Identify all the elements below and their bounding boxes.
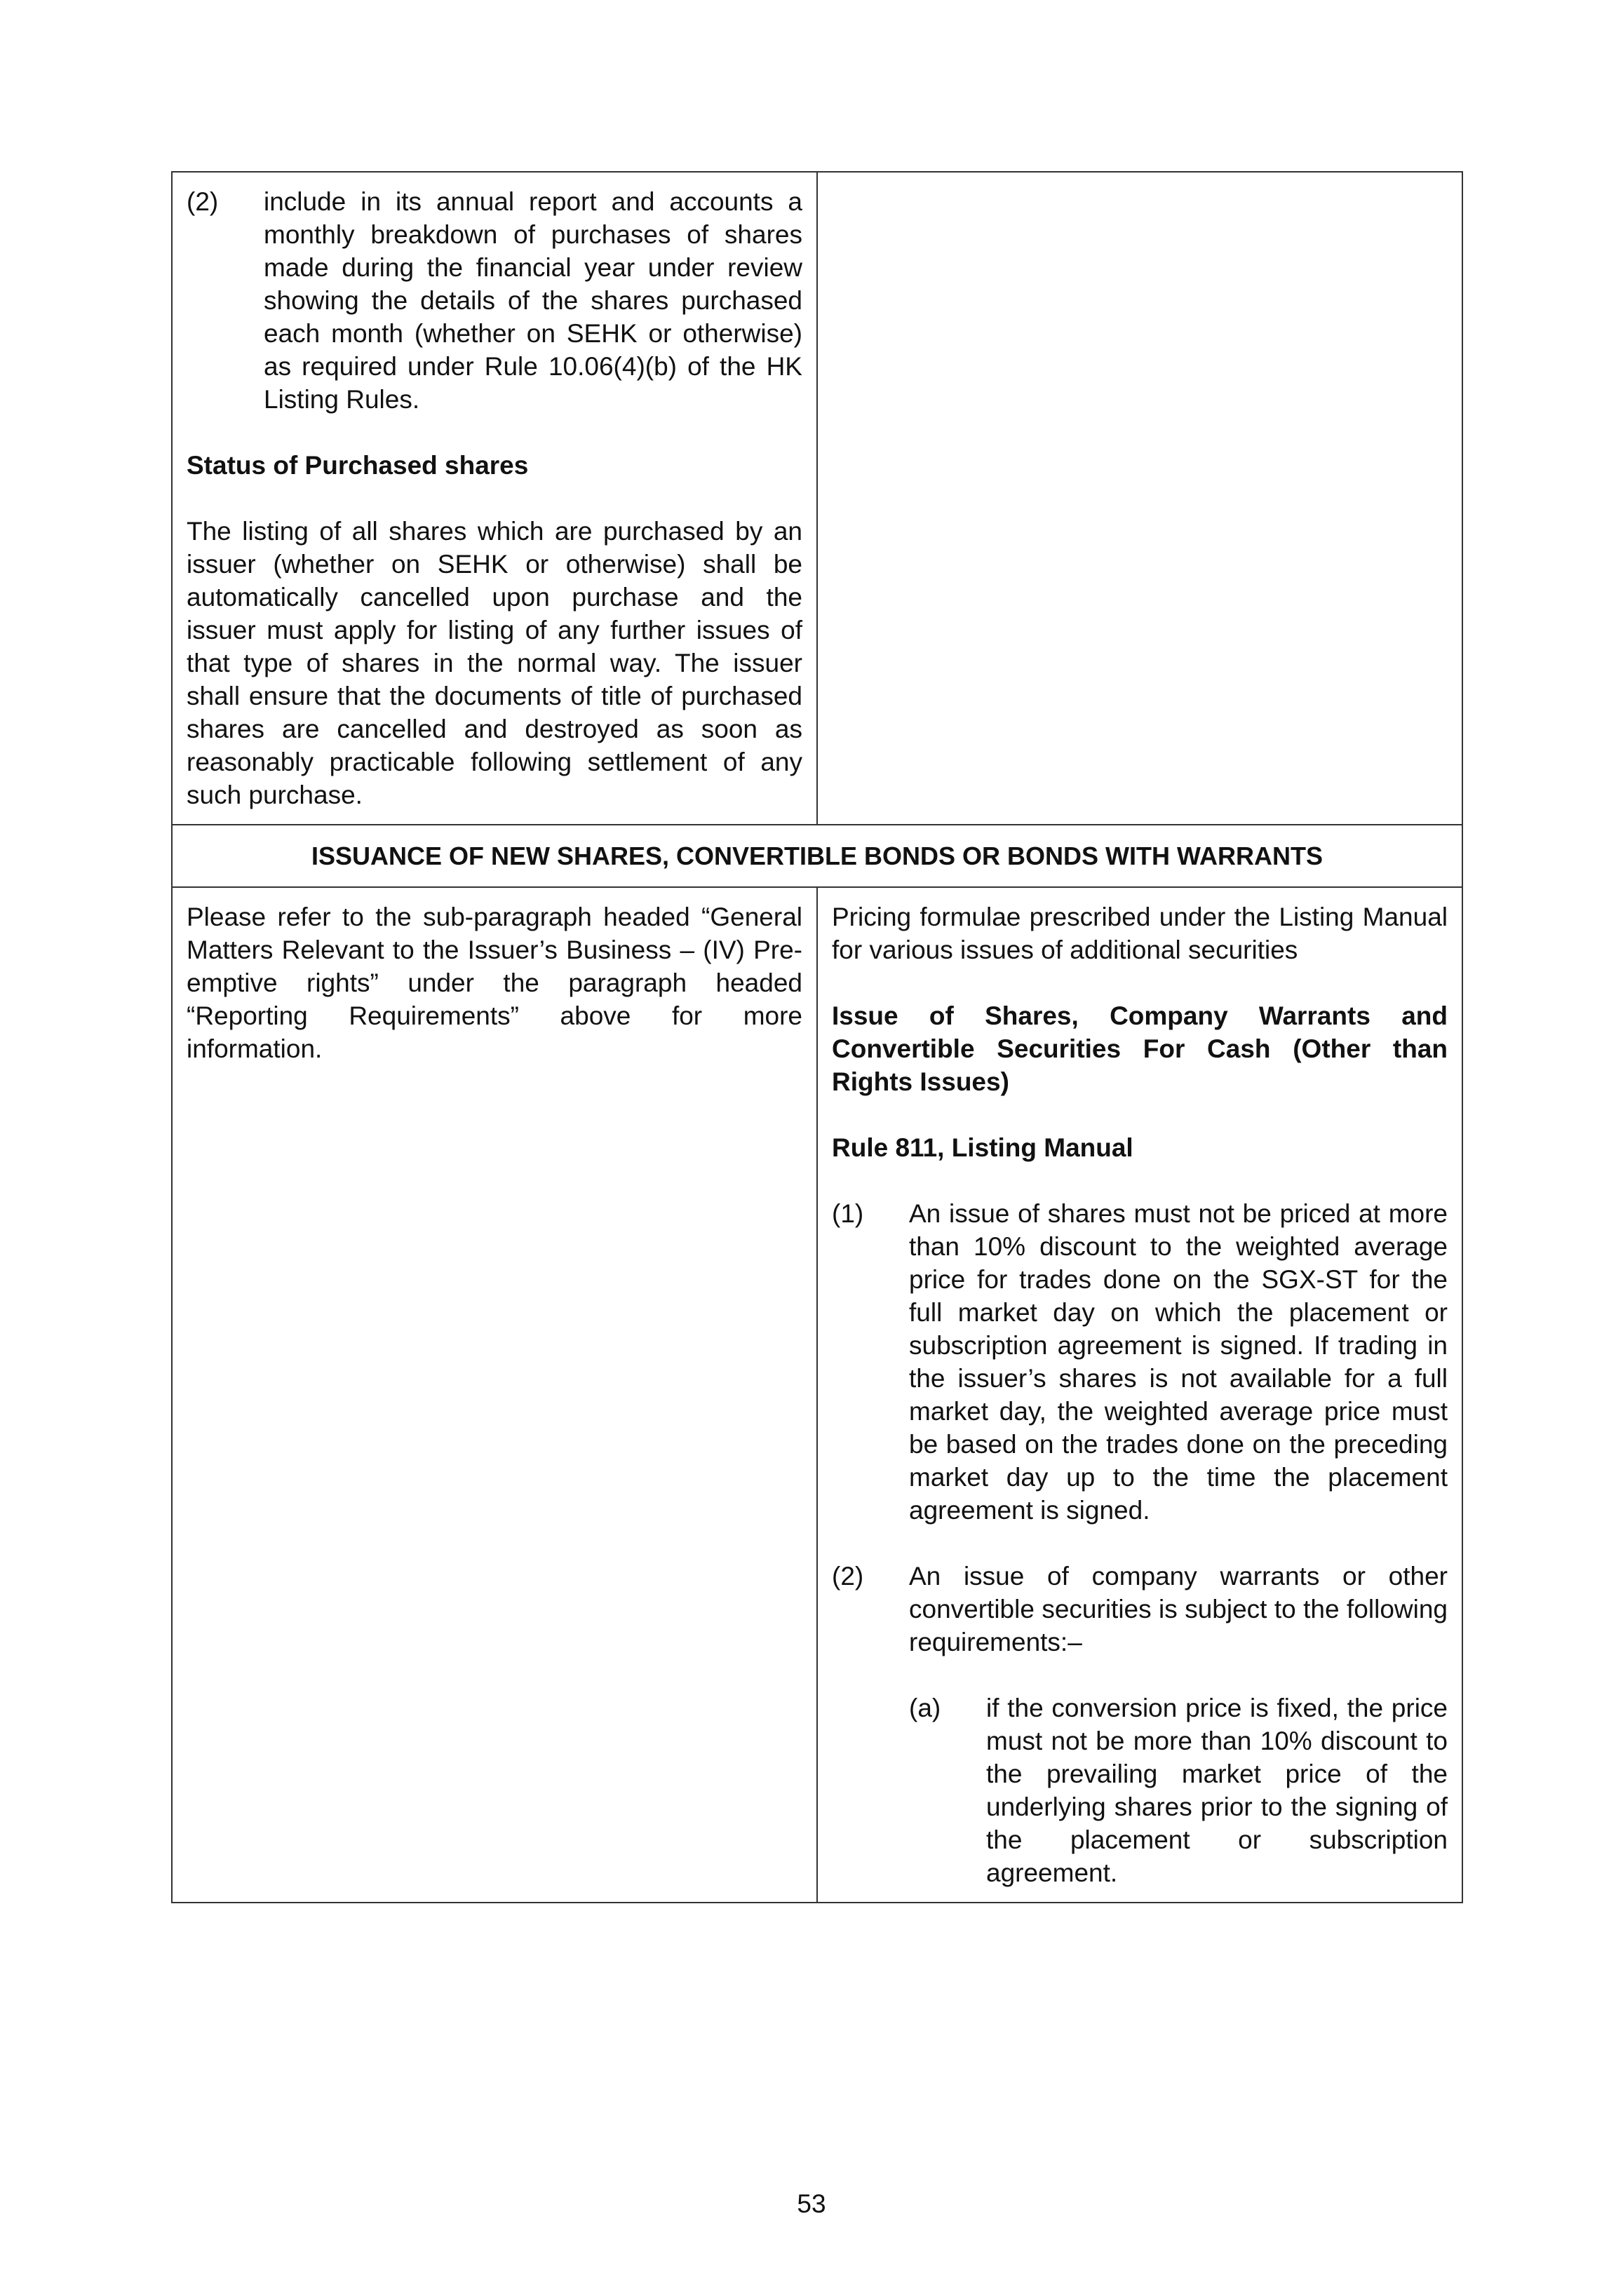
status-heading: Status of Purchased shares bbox=[187, 451, 529, 480]
right-cell-empty bbox=[817, 172, 1462, 825]
rule-heading: Rule 811, Listing Manual bbox=[832, 1133, 1133, 1162]
left-cell-reference bbox=[172, 887, 817, 1903]
item-text: An issue of shares must not be priced at more than 10% discount to the weighted average price for trades done on the SGX-ST for the full market day on which the placement or subscription agreement is signed. If trading in the issuer’s shares is not available for a full market day, the weighted average price must be based on the trades done on the preceding market day up to the time the placement agreement is signed. bbox=[909, 1199, 1448, 1525]
sub-item-text: if the conversion price is fixed, the price must not be more than 10% discount to the prevailing market price of the underlying shares prior to the signing of the placement or subscription agreement. bbox=[986, 1694, 1448, 1887]
item-marker: (2) bbox=[187, 187, 219, 216]
item-text: include in its annual report and accounts a monthly breakdown of purchases of shares made during the financial year under review showing the details of the shares purchased each month (whether on SEHK or otherwise) as required under Rule 10.06(4)(b) of the HK Listing Rules. bbox=[264, 187, 802, 414]
list-item bbox=[832, 1560, 1448, 1889]
item-text bbox=[909, 1560, 1448, 1889]
pricing-intro: Pricing formulae prescribed under the Listing Manual for various issues of additional securities bbox=[832, 903, 1448, 964]
table-row bbox=[172, 825, 1462, 887]
list-item bbox=[187, 185, 802, 416]
table-row bbox=[172, 887, 1462, 1903]
item-marker: (1) bbox=[832, 1199, 864, 1228]
left-cell-purchases bbox=[172, 172, 817, 825]
reference-paragraph: Please refer to the sub-paragraph headed “General Matters Relevant to the Issuer’s Business – (IV) Pre-emptive rights” under the paragraph headed “Reporting Requirements” above for more information. bbox=[187, 903, 802, 1063]
sub-list-item bbox=[909, 1691, 1448, 1889]
page-number: 53 bbox=[797, 2189, 826, 2218]
item-marker: (2) bbox=[832, 1562, 864, 1591]
table-row bbox=[172, 172, 1462, 825]
section-header: ISSUANCE OF NEW SHARES, CONVERTIBLE BONDS OR BONDS WITH WARRANTS bbox=[172, 825, 1462, 887]
issue-heading: Issue of Shares, Company Warrants and Convertible Securities For Cash (Other than Rights Issues) bbox=[832, 1001, 1448, 1096]
list-item bbox=[832, 1197, 1448, 1527]
item-text-main: An issue of company warrants or other convertible securities is subject to the following requirements:– bbox=[909, 1562, 1448, 1656]
status-paragraph: The listing of all shares which are purchased by an issuer (whether on SEHK or otherwise) shall be automatically cancelled upon purchase and the issuer must apply for listing of any further issues of that type of shares in the normal way. The issuer shall ensure that the documents of title of purchased shares are cancelled and destroyed as soon as reasonably practicable following settlement of any such purchase. bbox=[187, 517, 802, 809]
sub-item-marker: (a) bbox=[909, 1694, 941, 1722]
right-cell-pricing bbox=[817, 887, 1462, 1903]
comparison-table bbox=[171, 171, 1463, 1903]
